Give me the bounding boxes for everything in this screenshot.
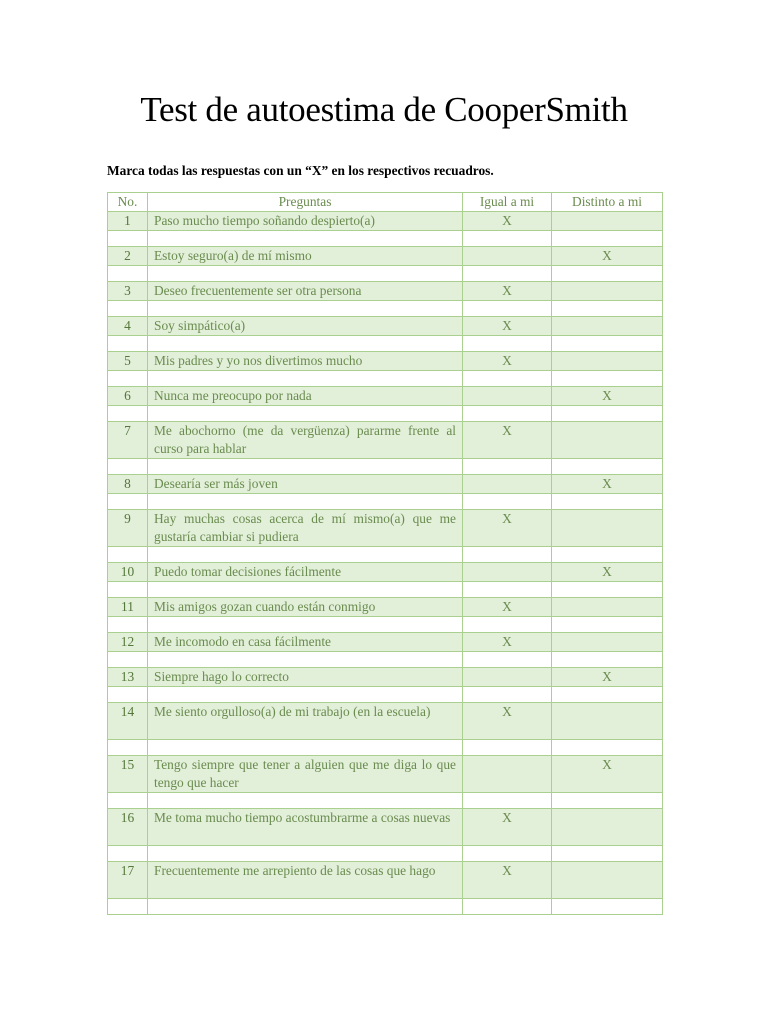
- spacer-row: [108, 899, 663, 915]
- distinto-a-mi-cell[interactable]: [552, 862, 663, 899]
- spacer-cell: [552, 617, 663, 633]
- row-number[interactable]: 9: [108, 510, 148, 547]
- question-text[interactable]: Soy simpático(a): [148, 317, 463, 336]
- question-text[interactable]: Me abochorno (me da vergüenza) pararme frente al curso para hablar: [148, 422, 463, 459]
- spacer-cell: [148, 336, 463, 352]
- spacer-cell: [463, 336, 552, 352]
- spacer-cell: [552, 846, 663, 862]
- igual-a-mi-cell[interactable]: X: [463, 352, 552, 371]
- questionnaire-table: [107, 192, 663, 915]
- spacer-cell: [463, 740, 552, 756]
- spacer-cell: [108, 793, 148, 809]
- spacer-cell: [552, 652, 663, 668]
- spacer-cell: [108, 266, 148, 282]
- header-igual-a-mi: Igual a mi: [463, 193, 552, 212]
- spacer-row: [108, 846, 663, 862]
- spacer-cell: [148, 687, 463, 703]
- table-row: [108, 475, 663, 494]
- spacer-row: [108, 301, 663, 317]
- spacer-cell: [108, 371, 148, 387]
- spacer-cell: [463, 793, 552, 809]
- spacer-cell: [463, 371, 552, 387]
- question-text[interactable]: Mis padres y yo nos divertimos mucho: [148, 352, 463, 371]
- row-number[interactable]: 5: [108, 352, 148, 371]
- spacer-cell: [463, 266, 552, 282]
- spacer-cell: [552, 494, 663, 510]
- table-row: [108, 387, 663, 406]
- spacer-cell: [108, 846, 148, 862]
- row-number[interactable]: 15: [108, 756, 148, 793]
- spacer-cell: [552, 582, 663, 598]
- spacer-cell: [108, 459, 148, 475]
- row-number[interactable]: 6: [108, 387, 148, 406]
- igual-a-mi-cell[interactable]: X: [463, 282, 552, 301]
- spacer-cell: [552, 371, 663, 387]
- spacer-row: [108, 547, 663, 563]
- igual-a-mi-cell[interactable]: X: [463, 212, 552, 231]
- question-text[interactable]: Frecuentemente me arrepiento de las cosas que hago: [148, 862, 463, 899]
- spacer-row: [108, 231, 663, 247]
- spacer-cell: [463, 494, 552, 510]
- distinto-a-mi-cell[interactable]: [552, 212, 663, 231]
- spacer-cell: [108, 899, 148, 915]
- spacer-cell: [108, 494, 148, 510]
- spacer-cell: [108, 652, 148, 668]
- table-header-row: [108, 193, 663, 212]
- spacer-cell: [552, 687, 663, 703]
- table-row: [108, 668, 663, 687]
- question-text[interactable]: Me toma mucho tiempo acostumbrarme a cosas nuevas: [148, 809, 463, 846]
- spacer-cell: [148, 371, 463, 387]
- distinto-a-mi-cell[interactable]: [552, 809, 663, 846]
- question-text[interactable]: Mis amigos gozan cuando están conmigo: [148, 598, 463, 617]
- instruction-text: Marca todas las respuestas con un “X” en los respectivos recuadros.: [107, 163, 494, 178]
- distinto-a-mi-cell[interactable]: [552, 352, 663, 371]
- table-row: [108, 756, 663, 793]
- spacer-cell: [108, 617, 148, 633]
- igual-a-mi-cell[interactable]: X: [463, 317, 552, 336]
- spacer-row: [108, 582, 663, 598]
- spacer-row: [108, 740, 663, 756]
- spacer-cell: [148, 494, 463, 510]
- distinto-a-mi-cell[interactable]: [552, 422, 663, 459]
- spacer-cell: [463, 459, 552, 475]
- igual-a-mi-cell[interactable]: [463, 475, 552, 494]
- distinto-a-mi-cell[interactable]: [552, 317, 663, 336]
- row-number[interactable]: 16: [108, 809, 148, 846]
- spacer-cell: [463, 846, 552, 862]
- igual-a-mi-cell[interactable]: X: [463, 862, 552, 899]
- spacer-cell: [463, 406, 552, 422]
- spacer-cell: [148, 266, 463, 282]
- igual-a-mi-cell[interactable]: X: [463, 703, 552, 740]
- igual-a-mi-cell[interactable]: X: [463, 633, 552, 652]
- row-number[interactable]: 2: [108, 247, 148, 266]
- table-row: [108, 598, 663, 617]
- table-row: [108, 862, 663, 899]
- row-number[interactable]: 11: [108, 598, 148, 617]
- distinto-a-mi-cell[interactable]: X: [552, 387, 663, 406]
- spacer-cell: [552, 899, 663, 915]
- spacer-cell: [108, 582, 148, 598]
- table-row: [108, 703, 663, 740]
- spacer-row: [108, 266, 663, 282]
- table-row: [108, 247, 663, 266]
- row-number[interactable]: 7: [108, 422, 148, 459]
- distinto-a-mi-cell[interactable]: [552, 703, 663, 740]
- table-row: [108, 633, 663, 652]
- spacer-cell: [552, 336, 663, 352]
- spacer-cell: [552, 266, 663, 282]
- spacer-cell: [148, 899, 463, 915]
- question-text[interactable]: Tengo siempre que tener a alguien que me diga lo que tengo que hacer: [148, 756, 463, 793]
- spacer-row: [108, 336, 663, 352]
- igual-a-mi-cell[interactable]: [463, 668, 552, 687]
- row-number[interactable]: 17: [108, 862, 148, 899]
- spacer-cell: [552, 406, 663, 422]
- spacer-cell: [148, 652, 463, 668]
- spacer-cell: [108, 406, 148, 422]
- row-number[interactable]: 14: [108, 703, 148, 740]
- question-text[interactable]: Me incomodo en casa fácilmente: [148, 633, 463, 652]
- question-text[interactable]: Desearía ser más joven: [148, 475, 463, 494]
- spacer-cell: [148, 406, 463, 422]
- spacer-row: [108, 459, 663, 475]
- question-text[interactable]: Deseo frecuentemente ser otra persona: [148, 282, 463, 301]
- question-text[interactable]: Estoy seguro(a) de mí mismo: [148, 247, 463, 266]
- spacer-cell: [148, 617, 463, 633]
- spacer-cell: [148, 231, 463, 247]
- spacer-cell: [552, 459, 663, 475]
- spacer-cell: [463, 231, 552, 247]
- igual-a-mi-cell[interactable]: [463, 247, 552, 266]
- row-number[interactable]: 4: [108, 317, 148, 336]
- spacer-cell: [463, 899, 552, 915]
- row-number[interactable]: 8: [108, 475, 148, 494]
- spacer-row: [108, 793, 663, 809]
- spacer-cell: [552, 547, 663, 563]
- distinto-a-mi-cell[interactable]: [552, 282, 663, 301]
- spacer-cell: [552, 740, 663, 756]
- spacer-cell: [148, 547, 463, 563]
- spacer-row: [108, 371, 663, 387]
- spacer-cell: [108, 231, 148, 247]
- distinto-a-mi-cell[interactable]: [552, 598, 663, 617]
- table-row: [108, 510, 663, 547]
- distinto-a-mi-cell[interactable]: X: [552, 563, 663, 582]
- spacer-cell: [108, 301, 148, 317]
- table-row: [108, 809, 663, 846]
- header-preguntas: Preguntas: [148, 193, 463, 212]
- question-text[interactable]: Nunca me preocupo por nada: [148, 387, 463, 406]
- spacer-cell: [463, 652, 552, 668]
- spacer-cell: [108, 687, 148, 703]
- table-row: [108, 212, 663, 231]
- spacer-row: [108, 406, 663, 422]
- spacer-cell: [148, 582, 463, 598]
- question-text[interactable]: Puedo tomar decisiones fácilmente: [148, 563, 463, 582]
- spacer-cell: [108, 740, 148, 756]
- question-text[interactable]: Me siento orgulloso(a) de mi trabajo (en la escuela): [148, 703, 463, 740]
- spacer-cell: [148, 301, 463, 317]
- distinto-a-mi-cell[interactable]: X: [552, 756, 663, 793]
- spacer-cell: [463, 687, 552, 703]
- row-number[interactable]: 13: [108, 668, 148, 687]
- spacer-row: [108, 494, 663, 510]
- distinto-a-mi-cell[interactable]: X: [552, 475, 663, 494]
- spacer-cell: [148, 459, 463, 475]
- spacer-row: [108, 652, 663, 668]
- igual-a-mi-cell[interactable]: X: [463, 510, 552, 547]
- spacer-cell: [463, 547, 552, 563]
- question-text[interactable]: Paso mucho tiempo soñando despierto(a): [148, 212, 463, 231]
- spacer-cell: [552, 301, 663, 317]
- igual-a-mi-cell[interactable]: [463, 387, 552, 406]
- spacer-row: [108, 687, 663, 703]
- header-distinto-a-mi: Distinto a mi: [552, 193, 663, 212]
- spacer-cell: [463, 617, 552, 633]
- igual-a-mi-cell[interactable]: [463, 756, 552, 793]
- table-row: [108, 422, 663, 459]
- igual-a-mi-cell[interactable]: X: [463, 422, 552, 459]
- spacer-cell: [552, 793, 663, 809]
- spacer-cell: [108, 547, 148, 563]
- table-row: [108, 563, 663, 582]
- row-number[interactable]: 3: [108, 282, 148, 301]
- spacer-cell: [552, 231, 663, 247]
- distinto-a-mi-cell[interactable]: X: [552, 247, 663, 266]
- spacer-cell: [463, 582, 552, 598]
- row-number[interactable]: 12: [108, 633, 148, 652]
- igual-a-mi-cell[interactable]: X: [463, 809, 552, 846]
- spacer-cell: [148, 740, 463, 756]
- spacer-cell: [108, 336, 148, 352]
- spacer-row: [108, 617, 663, 633]
- table-row: [108, 317, 663, 336]
- question-text[interactable]: Siempre hago lo correcto: [148, 668, 463, 687]
- distinto-a-mi-cell[interactable]: X: [552, 668, 663, 687]
- igual-a-mi-cell[interactable]: [463, 563, 552, 582]
- igual-a-mi-cell[interactable]: X: [463, 598, 552, 617]
- distinto-a-mi-cell[interactable]: [552, 510, 663, 547]
- page-title: Test de autoestima de CooperSmith: [140, 90, 628, 129]
- spacer-cell: [463, 301, 552, 317]
- row-number[interactable]: 1: [108, 212, 148, 231]
- question-text[interactable]: Hay muchas cosas acerca de mí mismo(a) que me gustaría cambiar si pudiera: [148, 510, 463, 547]
- spacer-cell: [148, 846, 463, 862]
- row-number[interactable]: 10: [108, 563, 148, 582]
- header-no: No.: [108, 193, 148, 212]
- table-row: [108, 282, 663, 301]
- spacer-cell: [148, 793, 463, 809]
- table-row: [108, 352, 663, 371]
- distinto-a-mi-cell[interactable]: [552, 633, 663, 652]
